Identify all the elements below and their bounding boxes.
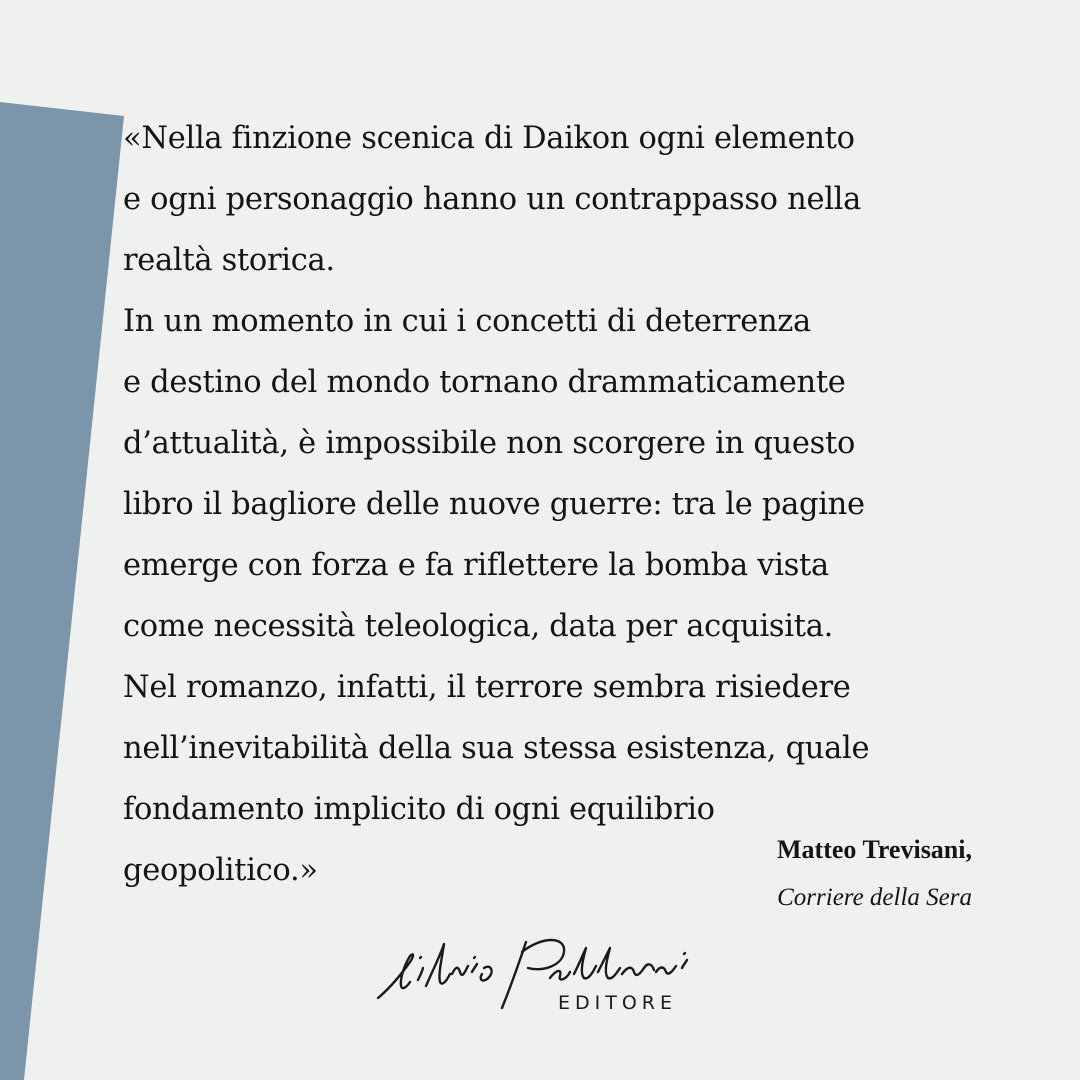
quote-line: d’attualità, è impossibile non scorgere in questo [123, 426, 856, 461]
quote-line: geopolitico.» [123, 853, 318, 888]
quote-line: e ogni personaggio hanno un contrappasso nella [123, 182, 862, 217]
quote-line: fondamento implicito di ogni equilibrio [123, 792, 715, 827]
quote-text [123, 108, 1023, 901]
quote-line: nell’inevitabilità della sua stessa esistenza, quale [123, 731, 870, 766]
quote-line: realtà storica. [123, 243, 335, 278]
quote-line: libro il bagliore delle nuove guerre: tra le pagine [123, 487, 865, 522]
publisher-logo [370, 922, 710, 1022]
quote-line: come necessità teleologica, data per acquisita. [123, 609, 833, 644]
publisher-label: EDITORE [558, 992, 678, 1014]
quote-line: «Nella finzione scenica di Daikon ogni elemento [123, 121, 855, 156]
publication-name: Corriere della Sera [777, 884, 972, 911]
decorative-side-band [0, 0, 130, 1080]
quote-line: Nel romanzo, infatti, il terrore sembra risiedere [123, 670, 851, 705]
quote-line: e destino del mondo tornano drammaticamente [123, 365, 846, 400]
quote-line: In un momento in cui i concetti di deterrenza [123, 304, 811, 339]
author-name: Matteo Trevisani, [777, 835, 972, 864]
quote-line: emerge con forza e fa riflettere la bomba vista [123, 548, 829, 583]
attribution [777, 832, 972, 916]
